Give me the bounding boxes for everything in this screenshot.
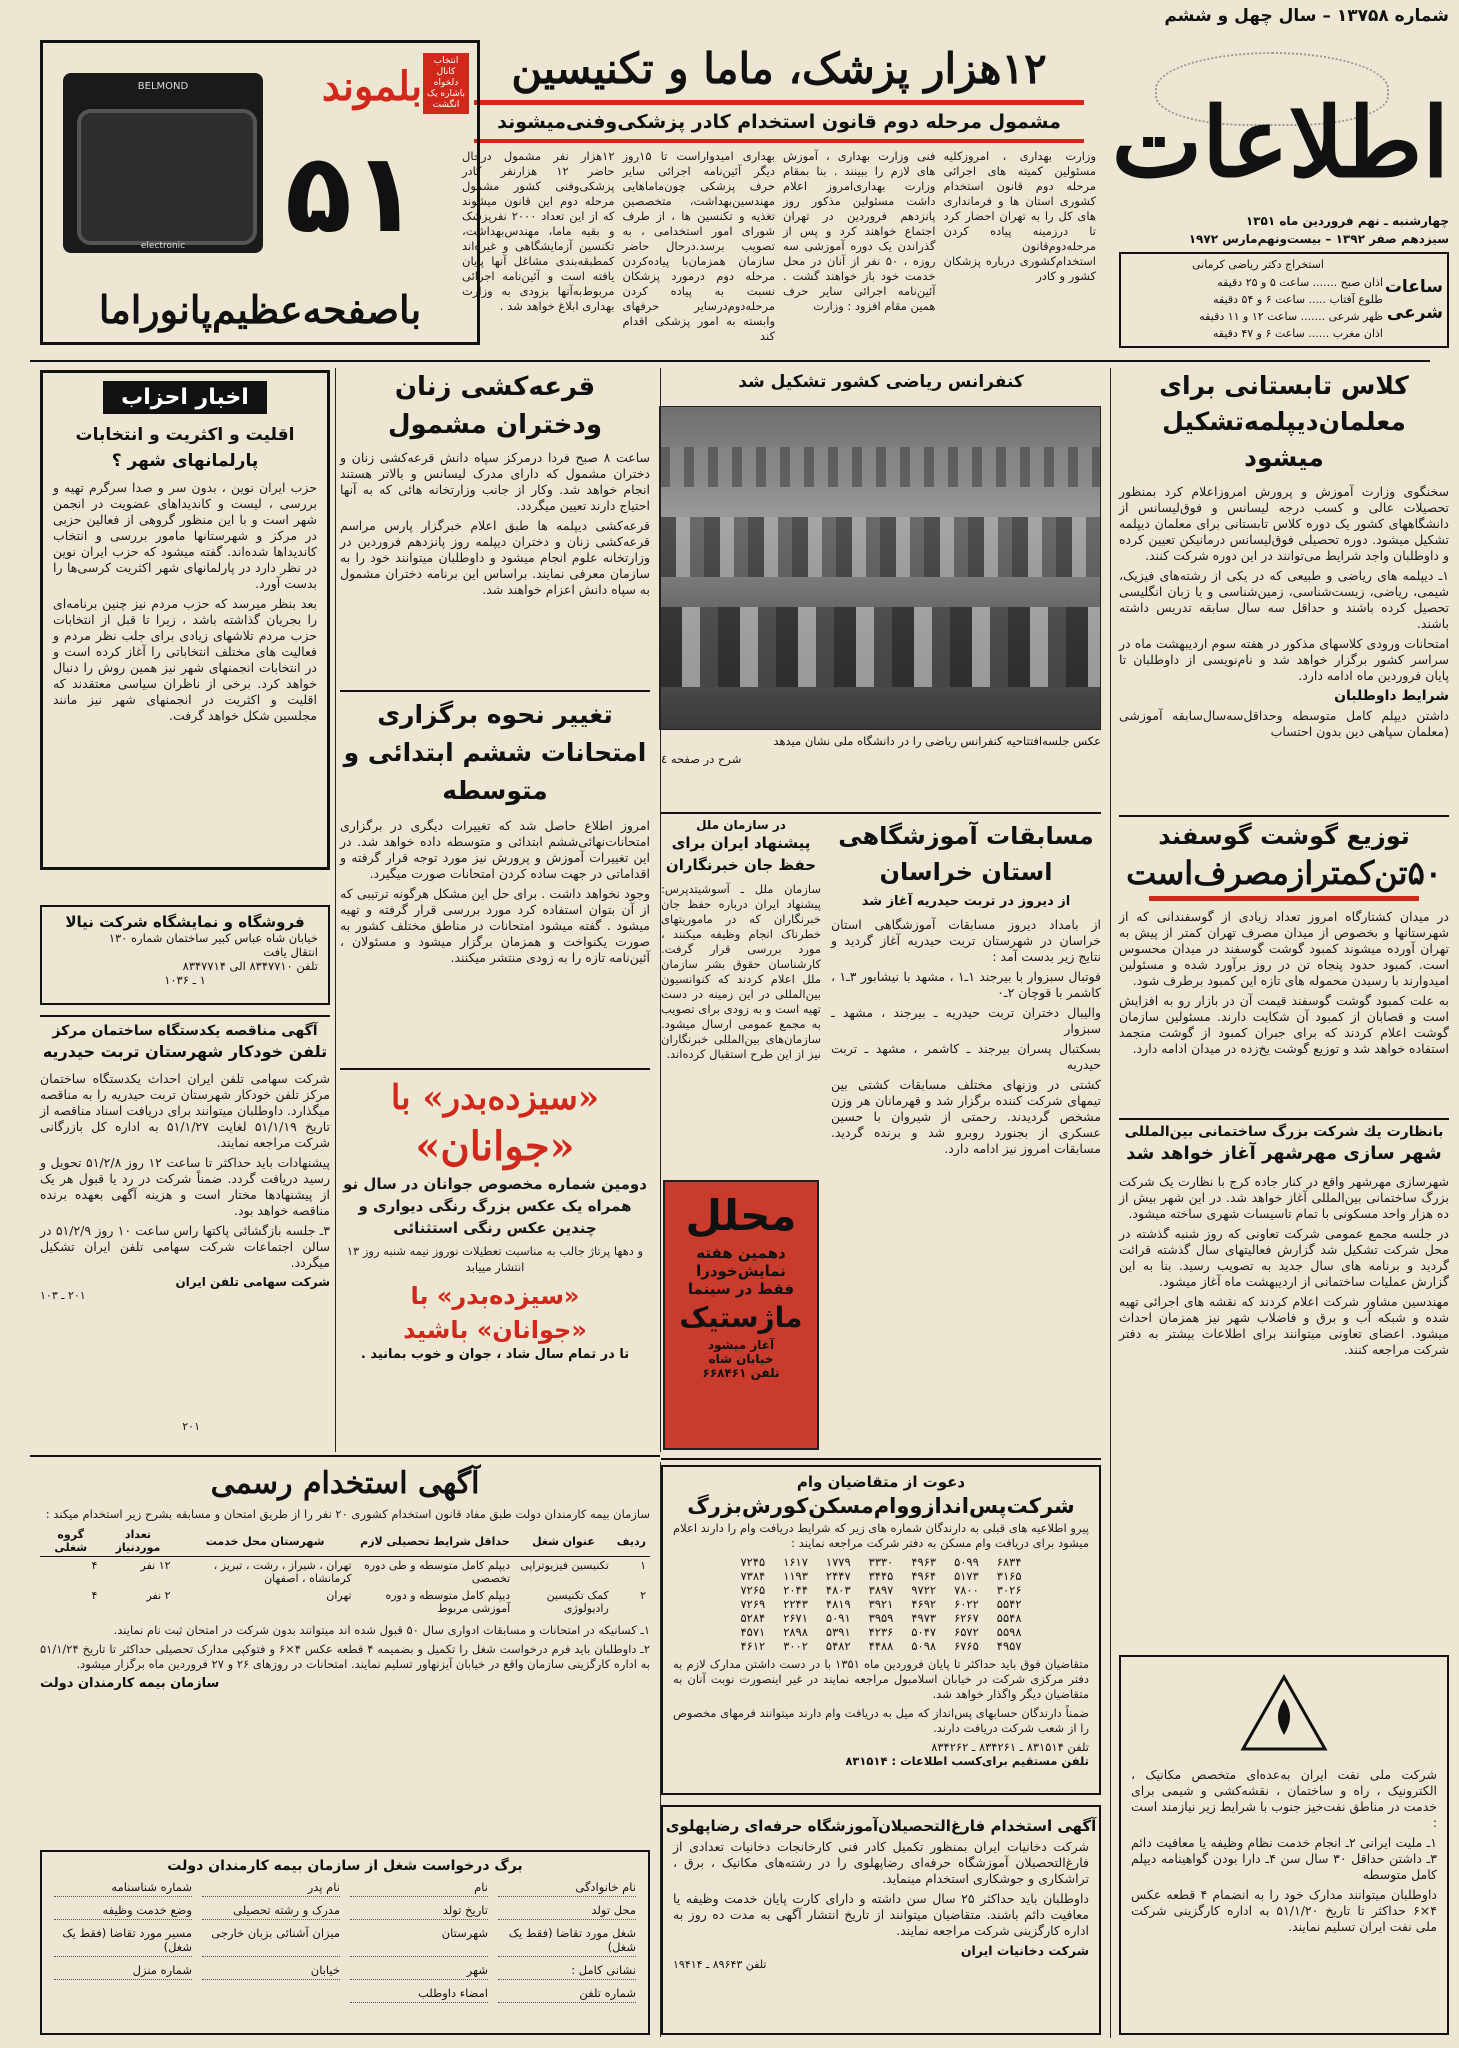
sports-subhead: از دیروز در تربت حیدریه آغاز شد — [861, 894, 1071, 909]
lead-subheadline: مشمول مرحله دوم قانون استخدام کادر پزشکی‌وفنی‌میشوند — [497, 111, 1061, 133]
form-field-label: شماره منزل — [54, 1963, 192, 1980]
loan-number-cell: ۷۳۸۴ — [740, 1569, 766, 1583]
loan-number-cell: ۴۹۶۳ — [911, 1555, 937, 1569]
form-field-label: شغل مورد تقاضا (فقط یک شغل) — [498, 1926, 636, 1957]
form-field-label: میزان آشنائی بزبان خارجی — [202, 1926, 340, 1957]
employment-table-cell: ۱ — [640, 1559, 646, 1572]
column-divider-1 — [1110, 368, 1111, 2038]
employment-table-cell: تهران — [326, 1589, 352, 1602]
cinema-phone: تلفن ۶۶۸۴۶۱ — [702, 1366, 780, 1380]
teachers-para-2: ۱ـ دیپلمه های ریاضی و طبیعی که در یکی از رشته‌های فیزیک، شیمی، ریاضی، زیست‌شناسی، زمین‌شناسی و یا زبان انگلیسی تحصیل کرده باشند و حداقل سه سال سابقه تدریس داشته باشند. — [1119, 568, 1449, 631]
nyala-line-2: انتقال یافت — [263, 945, 318, 959]
loan-number-cell: ۶۷۶۵ — [954, 1639, 979, 1653]
youth-note: و دهها پرتاژ جالب به مناسبت تعطیلات نوروز نیمه شنبه روز ۱۳ انتشار مییابد — [346, 1244, 644, 1274]
party-news-para-1: حزب ایران نوین ، بدون سر و صدا سرگرم تهیه و بررسی ، لیست و کاندیداهای عضویت در انجمن شهر است و با این منظور گروهی از فعالین حزبی در مرکز و شهرستانها مامور بررسی و انتخاب کاندیداها شده‌اند. گفته میشود که حزب ایران نوین در نظر دارد در پارلمانهای شهر اکثریت کرسی‌ها را بدست آورد. — [53, 480, 317, 591]
party-news-para-2: بعد بنظر میرسد که حزب مردم نیز چنین برنامه‌ای را بجریان گذاشته باشد ، زیرا تا قبل از انتخابات حزب مردم تلاشهای زیادی برای جلب نظر مردم و فعالیت های مختلف انتخاباتی را آغاز کرده است و در انتخابات انجمنهای شهر نیز همین روش را دنبال خواهد کرد. برخی از ناظران سیاسی معتقدند که اقلیت و اکثریت در انجمنهای شهر نیز مانند مجلسین شکل خواهد گرفت. — [53, 596, 317, 723]
lottery-para-2: قرعه‌کشی دیپلمه ها طبق اعلام خبرگزار پارس مراسم قرعه‌کشی زنان و دختران دیپلمه روز پانزدهم فروردین در وزارتخانه علوم انجام میشود و داوطلبان میتوانند خود را به سازمان معرفی نمایند. براساس این برنامه دختران مشمول به سپاه دانش اعزام خواهند شد. — [340, 518, 650, 597]
tv-caption: باصفحه‌عظیم‌پانوراما — [98, 287, 422, 332]
meat-para-1: در میدان کشتارگاه امروز تعداد زیادی از گوسفندانی که از شهرستانها و بخصوص از میدان مصرف تهران کمتر از پیش به تهران آورده میشوند کمبود گوشت گوسفند در میدان محسوس است. کمبود حدود پنجاه تن در روز برآورد شده و مسئولین امیدوارند با رسیدن محموله های تازه این کمبود برطرف شود. — [1119, 909, 1449, 988]
vocational-para-2: داوطلبان باید حداکثر ۲۵ سال سن داشته و دارای کارت پایان خدمت وظیفه یا معافیت دائم باشند. متقاضیان میتوانند از تاریخ انتشار آگهی به مدت ده روز به اداره کارگزینی شرکت مراجعه نمایند. — [673, 1891, 1089, 1938]
un-kicker: در سازمان ملل — [696, 818, 786, 832]
vocational-sign: شرکت دخانیات ایران — [960, 1943, 1089, 1958]
loan-number-cell: ۴۸۱۹ — [825, 1597, 851, 1611]
loan-number-cell: ۴۹۵۷ — [996, 1639, 1022, 1653]
form-field-label: نشانی کامل : — [498, 1963, 636, 1980]
loan-number-cell: ۴۸۰۳ — [825, 1583, 851, 1597]
youth-footer: تا در تمام سال شاد ، جوان و خوب بمانید . — [360, 1347, 630, 1362]
form-field-label: تاریخ تولد — [350, 1903, 488, 1920]
tender-ad — [40, 1015, 330, 1445]
loan-number-row — [731, 1555, 1030, 1569]
loan-number-cell: ۵۳۹۱ — [825, 1625, 851, 1639]
loan-headline: شرکت‌پس‌اندازووام‌مسکن‌کورش‌بزرگ — [687, 1494, 1075, 1518]
loan-number-cell: ۶۰۲۲ — [954, 1597, 979, 1611]
loan-number-row — [731, 1583, 1030, 1597]
employment-para-2: ۲ـ داوطلبان باید فرم درخواست شغل را تکمیل و بضمیمه ۴ قطعه عکس ۴×۶ و فتوکپی مدارک تحصیلی حداکثر تا تاریخ ۵۱/۱/۲۴ به اداره کارگزینی سازمان واقع در خیابان آیزنهاور تسلیم نمایند. امتحانات در روزهای ۲۶ و ۲۷ فروردین ماه برگزار میشود. — [40, 1642, 650, 1671]
nyala-line-1: خیابان شاه عباس کبیر ساختمان شماره ۱۳۰ — [108, 931, 318, 945]
oil-company-ad — [1119, 1655, 1449, 2035]
loan-number-cell: ۴۶۹۲ — [911, 1597, 937, 1611]
newspaper-logo — [1111, 48, 1449, 208]
employment-table-header: شهرستان محل خدمت — [175, 1526, 356, 1557]
youth-title-2: «جوانان» — [415, 1123, 575, 1170]
employment-table-cell: دیپلم کامل متوسطه و دوره آموزشی مربوط — [385, 1589, 511, 1615]
loan-number-cell: ۵۵۴۸ — [996, 1611, 1022, 1625]
exams-story — [340, 696, 650, 1066]
rule-center-1 — [661, 812, 1101, 814]
party-news-header: اخبار احزاب — [103, 381, 267, 414]
page-code: ۲۰۱ — [182, 1420, 200, 1433]
loan-number-cell: ۳۳۳۰ — [868, 1555, 894, 1569]
employment-table-cell: ۲ نفر — [146, 1589, 171, 1602]
employment-headline: آگهی استخدام رسمی — [210, 1466, 480, 1501]
prayer-time-fajr: اذان صبح ....... ساعت ۵ و ۲۵ دقیقه — [1217, 276, 1383, 289]
loan-number-cell: ۷۸۰۰ — [954, 1583, 979, 1597]
loan-number-row — [731, 1611, 1030, 1625]
loan-number-cell: ۳۹۵۹ — [868, 1611, 894, 1625]
loan-number-cell: ۵۴۸۲ — [825, 1639, 851, 1653]
employment-table-cell: ۲ — [640, 1589, 646, 1602]
youth-title-1: «سیزده‌بدر» با — [390, 1078, 600, 1118]
building-story — [1119, 1124, 1449, 1644]
loan-number-row — [731, 1625, 1030, 1639]
loan-para-1: متقاضیان فوق باید حداکثر تا پایان فروردین ماه ۱۳۵۱ با در دست داشتن مدارک لازم به دفتر مرکزی شرکت در خیابان اسلامبول مراجعه نمایند در غیر اینصورت نوبت آنان به متقاضیان دیگر واگذار خواهد شد. — [673, 1657, 1089, 1701]
oil-ad-para-1: شرکت ملی نفت ایران به‌عده‌ای متخصص مکانیک ، الکترونیک ، راه و ساختمان ، نقشه‌کشی و شیمی برای خدمت در مناطق نفت‌خیز جنوب با شرایط زیر نیازمند است : — [1131, 1767, 1437, 1830]
oil-ad-para-2: ۱ـ ملیت ایرانی ۲ـ انجام خدمت نظام وظیفه یا معافیت دائم ۳ـ داشتن حداقل ۳۰ سال سن ۴ـ دارا بودن گواهینامه دیپلم کامل متوسطه — [1131, 1835, 1437, 1882]
loan-number-row — [731, 1597, 1030, 1611]
vocational-ad — [661, 1805, 1101, 2035]
vocational-headline: آگهی استخدام فارغ‌التحصیلان‌آموزشگاه حرفه‌ای رضاپهلوی — [665, 1817, 1097, 1835]
form-title: برگ درخواست شغل از سازمان بیمه کارمندان دولت — [167, 1858, 523, 1874]
employment-table-header: تعداد موردنیاز — [101, 1526, 174, 1557]
loan-number-cell: ۵۱۷۳ — [954, 1569, 979, 1583]
vocational-para-1: شرکت دخانیات ایران بمنظور تکمیل کادر فنی کارخانجات دخانیات تعدادی از فارغ‌التحصیلان آموزشگاه حرفه‌ای رضاپهلوی را در رشته‌های مکانیک ، برق ، تراشکاری و جوشکاری استخدام مینماید. — [673, 1839, 1089, 1886]
meat-headline-1: توزیع گوشت گوسفند — [1158, 822, 1410, 850]
tv-badge: انتخاب کانال دلخواه باشاره یک انگشت — [423, 53, 469, 114]
nyala-line-4: ۱ ـ ۱۰۳۶ — [164, 973, 206, 987]
tv-footer: electronic — [140, 241, 186, 251]
form-field-label: نام — [350, 1880, 488, 1897]
loan-number-cell: ۷۲۶۹ — [740, 1597, 766, 1611]
loan-number-cell: ۵۰۹۱ — [825, 1611, 851, 1625]
tv-advertisement — [40, 40, 480, 345]
employment-table-row — [40, 1557, 650, 1588]
employment-table-header: ردیف — [613, 1526, 650, 1557]
form-grid — [42, 1880, 648, 2003]
nyala-store-ad — [40, 905, 330, 1005]
sports-para-5: کشتی در وزنهای مختلف مسابقات کشتی بین تیمهای شرکت کننده برگزار شد و قهرمانان هر وزن مشخص گردیدند. رحمتی از شیروان با حسین عسکری از بجنورد روبرو شد و برنده گردید. مسابقات امروز نیز ادامه دارد. — [831, 1077, 1101, 1156]
cinema-film-title: محلل — [685, 1191, 797, 1240]
sports-para-2: فوتبال سبزوار با بیرجند ۱ـ۱ ، مشهد با نیشابور ۳ـ۱ ، کاشمر با قوچان ۲ـ۰ — [831, 969, 1101, 1000]
loan-ref: تلفن مستقیم برای‌کسب اطلاعات : ۸۳۱۵۱۴ — [845, 1754, 1089, 1768]
loan-ad — [661, 1465, 1101, 1795]
loan-number-cell: ۲۸۹۸ — [783, 1625, 808, 1639]
teachers-para-4: داشتن دیپلم کامل متوسطه وحداقل‌سه‌سال‌سابقه آموزشی (معلمان سپاهی دین بدون احتساب — [1119, 708, 1449, 739]
un-para: سازمان ملل ـ آسوشیتدپرس: پیشنهاد ایران درباره حفظ جان خبرنگاران که در ماموریتهای خطرناک انجام وظیفه میکنند ، مورد بررسی قرار گرفت. کارشناسان حقوق بشر سازمان ملل اعلام کردند که کنوانسیون بین‌المللی در این زمینه در دست تهیه است و به زودی برای تصویب به مجمع عمومی ارسال میشود. سازمان‌های بین‌المللی خبرنگاران نیز از این طرح استقبال کرده‌اند. — [661, 882, 821, 1061]
youth-body: دومین شماره مخصوص جوانان در سال نو همراه یک عکس بزرگ رنگی دیواری و چندین عکس رنگی استثنائی — [343, 1175, 647, 1237]
building-headline: شهر سازی مهرشهر آغاز خواهد شد — [1126, 1143, 1442, 1164]
employment-table-header: حداقل شرایط تحصیلی لازم — [356, 1526, 515, 1557]
prayer-times-title: استخراج دکتر ریاضی کرمانی — [1192, 258, 1324, 271]
loan-number-cell: ۴۲۳۶ — [868, 1625, 894, 1639]
loan-intro: پیرو اطلاعیه های قبلی به دارندگان شماره های زیر که شرایط دریافت وام را دارند اعلام میشود برای دریافت وام مسکن به دفتر شرکت مراجعه نمایند : — [673, 1521, 1089, 1550]
lottery-story — [340, 368, 650, 688]
loan-number-cell: ۵۰۹۹ — [954, 1555, 979, 1569]
column-divider-2 — [660, 368, 661, 1452]
rule-right-1 — [1119, 815, 1449, 817]
conference-photo — [659, 406, 1101, 730]
lead-red-bar — [474, 100, 1084, 105]
loan-number-cell: ۱۷۷۹ — [825, 1555, 851, 1569]
prayer-time-maghrib: اذان مغرب ...... ساعت ۶ و ۴۷ دقیقه — [1212, 327, 1383, 340]
employment-table — [40, 1526, 650, 1617]
tender-sign: شرکت سهامی تلفن ایران — [175, 1275, 330, 1289]
conference-caption: عکس جلسه‌افتتاحیه کنفرانس ریاضی را در دانشگاه ملی نشان میدهد — [773, 734, 1101, 748]
loan-number-cell: ۴۶۱۲ — [740, 1639, 766, 1653]
employment-table-cell: ۴ — [91, 1559, 98, 1572]
cinema-week: دهمین هفته — [696, 1244, 786, 1262]
loan-number-cell: ۵۰۴۷ — [911, 1625, 937, 1639]
loan-number-cell: ۲۲۴۳ — [783, 1597, 808, 1611]
issue-line: شماره ۱۳۷۵۸ – سال چهل و ششم — [1164, 6, 1449, 26]
tender-code: ۲۰۱ ـ ۱۰۳ — [40, 1289, 86, 1302]
exams-headline: تغییر نحوه برگزاری امتحانات ششم ابتدائی و متوسطه — [343, 700, 647, 805]
meat-para-2: به علت کمبود گوشت گوسفند قیمت آن در بازار رو به افزایش است و قصابان از کمبود آن شکایت دارند. مسئولین سازمان گوشت اعلام کردند که برای جبران کمبود از گوشت منجمد استفاده خواهد شد و توزیع گوشت یخ‌زده در میدان ادامه دارد. — [1119, 993, 1449, 1056]
tender-para-2: پیشنهادات باید حداکثر تا ساعت ۱۲ روز ۵۱/۲/۸ تحویل و رسید دریافت گردد. ضمناً شرکت در رد یا قبول هر یک از پیشنهادها مختار است و هزینه آگهی بعهده برنده مناقصه خواهد بود. — [40, 1155, 330, 1218]
sports-para-3: والیبال دختران تربت حیدریه ـ بیرجند ، مشهد ـ سبزوار — [831, 1005, 1101, 1036]
exams-para-2: وجود نخواهد داشت . برای حل این مشکل هرگونه ترتیبی که از آن بتوان استفاده کرد مورد بررسی قرار گرفته و تهیه میشود . گفته میشود امتحانات در مناطق مختلف کشور به صورت یکنواخت و همزمان برگزار میشود و مسئولان ، آئین‌نامه تازه را به زودی منتشر میکنند. — [340, 886, 650, 965]
form-field-label: مدرک و رشته تحصیلی — [202, 1903, 340, 1920]
loan-number-cell: ۴۵۷۱ — [740, 1625, 766, 1639]
form-field-label: وضع خدمت وظیفه — [54, 1903, 192, 1920]
tv-set-image — [63, 73, 263, 253]
lead-column-4: ۱۲هزار نفر مشمول درحال حاضر ۱۲ هزارنفر کادر پزشکی‌وفنی کشور مشمول مرحله دوم این قانون میشوند که از این تعداد ۲۰۰۰ نفرپزشک و بقیه ماما، مهندس‌بهداشت، تکنسین آزمایشگاهی و غیره‌اند کمطبقه‌بندی مشاغل آنها پایان یافته است و آئین‌نامه اجرائی مربوط‌به‌آنها بزودی به وزارت بهداری ابلاغ خواهد شد . — [462, 149, 615, 313]
form-field-label: نام خانوادگی — [498, 1880, 636, 1897]
loan-number-cell: ۵۲۸۴ — [740, 1611, 766, 1625]
oil-logo — [1239, 1673, 1329, 1753]
loan-number-cell: ۷۲۴۵ — [740, 1555, 766, 1569]
employment-table-header: گروه شغلی — [40, 1526, 101, 1557]
rule-lower — [30, 1455, 660, 1457]
cinema-ad — [663, 1180, 819, 1450]
loan-para-2: ضمناً دارندگان حسابهای پس‌انداز که میل به دریافت وام دارند میتوانند فرمهای مخصوص را از شعب شرکت دریافت دارند. — [673, 1706, 1089, 1735]
exams-para-1: امروز اطلاع حاصل شد که تغییرات دیگری در برگزاری امتحانات‌نهائی‌ششم ابتدائی و متوسطه داده خواهد شد. در این تغییرات آموزش و پرورش نیز مورد توجه قرار گرفته و اقداماتی در جهت ساده کردن امتحانات صورت میگیرد. — [340, 818, 650, 881]
cinema-name: ماژستیک — [679, 1301, 803, 1334]
form-field-label: نام پدر — [202, 1880, 340, 1897]
employment-intro: سازمان بیمه کارمندان دولت طبق مفاد قانون استخدام کشوری ۲۰ نفر را از طریق امتحان و مسابقه بشرح زیر استخدام میکند : — [45, 1507, 650, 1521]
cinema-line-2: فقط در سینما — [687, 1280, 795, 1298]
tender-para-3: ۳ـ جلسه بازگشائی پاکتها راس ساعت ۱۰ روز ۵۱/۲/۹ در سالن اجتماعات شرکت سهامی تلفن ایران تشکیل میگردد. — [40, 1223, 330, 1270]
loan-number-cell: ۷۲۶۵ — [740, 1583, 766, 1597]
lead-story — [454, 40, 1104, 355]
job-application-form — [40, 1850, 650, 2035]
loan-number-cell: ۴۹۶۴ — [911, 1569, 937, 1583]
logo-text: اطلاعات — [1111, 86, 1449, 199]
conference-caption-ref: شرح در صفحه ٤ — [661, 752, 742, 766]
form-field-label: محل تولد — [498, 1903, 636, 1920]
loan-number-cell: ۵۵۹۸ — [996, 1625, 1022, 1639]
loan-number-cell: ۳۰۲۶ — [996, 1583, 1022, 1597]
meat-red-bar — [1149, 896, 1419, 901]
loan-number-cell: ۶۵۷۲ — [954, 1625, 979, 1639]
tender-headline: تلفن خودکار شهرستان تربت حیدریه — [42, 1042, 328, 1061]
employment-table-cell: ۱۲ نفر — [140, 1559, 171, 1572]
loan-number-row — [731, 1569, 1030, 1583]
employment-table-row — [40, 1587, 650, 1617]
lead-headline: ۱۲هزار پزشک، ماما و تکنیسین — [511, 44, 1047, 93]
form-field-label: شهر — [350, 1963, 488, 1980]
loan-number-cell: ۵۰۹۸ — [911, 1639, 937, 1653]
loan-number-cell: ۱۱۹۳ — [783, 1569, 808, 1583]
employment-para-1: ۱ـ کسانیکه در امتحانات و مسابقات ادواری سال ۵۰ قبول شده اند میتوانند بدون شرکت در امتحان ثبت نام نمایند. — [113, 1623, 650, 1637]
loan-number-cell: ۳۴۴۵ — [868, 1569, 894, 1583]
employment-table-header: عنوان شغل — [514, 1526, 613, 1557]
loan-number-row — [731, 1639, 1030, 1653]
employment-table-cell: دیپلم کامل متوسطه و طی دوره تخصصی — [364, 1559, 511, 1585]
loan-number-cell: ۵۵۴۲ — [996, 1597, 1022, 1611]
loan-number-cell: ۴۴۸۸ — [868, 1639, 894, 1653]
nyala-line-3: تلفن ۸۳۴۷۷۱۰ الی ۸۳۴۷۷۱۴ — [182, 959, 318, 973]
oil-ad-para-3: داوطلبان میتوانند مدارک خود را به انضمام ۴ قطعه عکس ۴×۶ حداکثر تا تاریخ ۵۱/۱/۲۰ به اداره کارگزینی شرکت ملی نفت ایران تسلیم نمایند. — [1131, 1887, 1437, 1934]
loan-number-cell: ۳۸۹۷ — [868, 1583, 894, 1597]
lead-column-2: فنی وزارت بهداری ، آموزش های لازم را ببینند . بنا بمقام وزارت بهداری‌امروز اعلام داشت مسئولین مذکور روز پانزدهم فروردین در تهران اجتماع خواهند کرد و پس از گذراندن یک دوره آموزشی سه روزه ، ۵۰ نفر از آنان در محل خدمت خود باز خواهند گشت . آئین‌نامه اجرائی سایر حرف همین مقام افزود : وزارت — [783, 149, 936, 313]
column-divider-4 — [660, 1462, 661, 2037]
loan-number-cell: ۳۹۲۱ — [868, 1597, 894, 1611]
sports-para-1: از بامداد دیروز مسابقات آموزشگاهی استان خراسان در شهرستان تربت حیدریه آغاز گردید و نتایج زیر بدست آمد : — [831, 917, 1101, 964]
loan-number-cell: ۲۰۴۴ — [783, 1583, 808, 1597]
teachers-story — [1119, 368, 1449, 808]
employment-table-cell: ۴ — [91, 1589, 98, 1602]
loan-phone: تلفن ۸۳۱۵۱۴ ـ ۸۳۴۲۶۱ ـ ۸۳۴۲۶۲ — [931, 1740, 1089, 1754]
teachers-headline: کلاس تابستانی برای معلمان‌دیپلمه‌تشکیل میشود — [1159, 371, 1409, 472]
loan-number-cell: ۲۶۷۱ — [783, 1611, 808, 1625]
loan-number-cell: ۶۸۳۴ — [996, 1555, 1022, 1569]
rule-left-2 — [340, 1068, 650, 1070]
tv-screen — [77, 109, 257, 245]
form-field-label: امضاء داوطلب — [350, 1986, 488, 2003]
tender-para-1: شرکت سهامی تلفن ایران احداث یکدستگاه ساختمان مرکز تلفن خودکار شهرستان تربت حیدریه را به مناقصه میگذارد. داوطلبان میتوانند برای دریافت اسناد مناقصه از تاریخ ۵۱/۱/۱۹ لغایت ۵۱/۱/۲۷ به اداره کل بازرگانی شرکت مراجعه نمایند. — [40, 1071, 330, 1150]
date-persian: چهارشنبه ـ نهم فروردین ماه ۱۳۵۱ — [1245, 214, 1449, 228]
sports-headline: مسابقات آموزشگاهی استان خراسان — [838, 822, 1094, 886]
lead-red-bar-2 — [474, 139, 1084, 143]
rule-left-1 — [340, 690, 650, 692]
building-para-1: شهرسازی مهرشهر واقع در کنار جاده کرج با نظارت یک شرکت بزرگ ساختمانی بین‌المللی آغاز خواهد شد. در این شهر بیش از ده هزار واحد مسکونی با تمام تاسیسات شهری ساخته میشود. — [1119, 1174, 1449, 1221]
loan-number-table — [731, 1555, 1030, 1653]
loan-number-cell: ۴۹۷۳ — [911, 1611, 937, 1625]
tv-brand: بلموند — [321, 63, 423, 110]
sports-story — [831, 818, 1101, 1468]
party-news-headline: اقلیت و اکثریت و انتخابات پارلمانهای شهر ؟ — [75, 425, 295, 471]
loan-number-cell: ۹۷۲۲ — [911, 1583, 937, 1597]
cinema-start: آغاز میشود — [707, 1338, 775, 1352]
date-other: سیزدهم صفر ۱۳۹۲ – بیست‌ونهم‌مارس ۱۹۷۲ — [1188, 232, 1449, 246]
rule-center-2 — [661, 1458, 1101, 1460]
loan-number-cell: ۳۱۶۵ — [996, 1569, 1022, 1583]
rule-right-2 — [1119, 1118, 1449, 1120]
cinema-line-1: نمایش‌خودرا — [696, 1262, 786, 1280]
lead-column-1: وزارت بهداری ، امروزکلیه مسئولین کمیته های اجرائی مرحله دوم قانون استخدام کشوری استان ها و فرمانداری های کل را به تهران احضار کرد تا درزمینه پیاده کردن مرحله‌دوم‌قانون استخدام‌کشوری درباره پزشکان کشور و کادر — [943, 149, 1096, 283]
loan-number-cell: ۶۲۶۷ — [954, 1611, 979, 1625]
un-headline: پیشنهاد ایران برای حفظ جان خبرنگاران — [665, 834, 817, 874]
teachers-para-3: امتحانات ورودی کلاسهای مذکور در هفته سوم اردیبهشت ماه در سراسر کشور برگزار خواهد شد و نام‌نویسی از داوطلبان تا پایان فروردین ماه ادامه دارد. — [1119, 636, 1449, 683]
form-field-label: خیابان — [202, 1963, 340, 1980]
youth-slogan-2: «جوانان» باشید — [403, 1316, 587, 1344]
form-field-label: شهرستان — [350, 1926, 488, 1957]
teachers-subhead: شرایط داوطلبان — [1334, 688, 1449, 704]
tv-model-number: ۵۱ — [284, 129, 420, 257]
lottery-headline: قرعه‌کشی زنان ودختران مشمول — [387, 372, 603, 440]
building-kicker: بانظارت یك شرکت بزرگ ساختمانی بین‌المللی — [1124, 1124, 1444, 1140]
column-divider-3 — [335, 368, 336, 1452]
flame-triangle-icon — [1239, 1673, 1329, 1753]
loan-number-cell: ۳۰۰۲ — [783, 1639, 808, 1653]
conference-story — [661, 368, 1101, 768]
employment-table-cell: کمک تکنیسین رادیولوژی — [546, 1589, 609, 1615]
tv-label: BELMOND — [137, 81, 189, 92]
loan-kicker: دعوت از متقاضیان وام — [796, 1473, 966, 1491]
loan-number-cell: ۱۶۱۷ — [783, 1555, 808, 1569]
employment-table-cell: تکنیسین فیزیوتراپی — [520, 1559, 609, 1572]
employment-sign: سازمان بیمه کارمندان دولت — [40, 1676, 220, 1691]
prayer-times-label: ساعات شرعی — [1384, 277, 1443, 323]
employment-table-cell: تهران ، شیراز ، رشت ، تبریز ، کرمانشاه ، اصفهان — [213, 1559, 352, 1585]
cinema-street: خیابان شاه — [708, 1352, 774, 1366]
form-field-label: مسیر مورد تقاضا (فقط یک شغل) — [54, 1926, 192, 1957]
prayer-time-noon: ظهر شرعی ....... ساعت ۱۲ و ۱۱ دقیقه — [1199, 310, 1383, 323]
nyala-title: فروشگاه و نمایشگاه شرکت نیالا — [65, 913, 305, 931]
form-field-label: شماره شناسنامه — [54, 1880, 192, 1897]
form-field-label: شماره تلفن — [498, 1986, 636, 2003]
conference-headline: کنفرانس ریاضی کشور تشکیل شد — [738, 372, 1024, 392]
youth-magazine-ad — [340, 1075, 650, 1445]
meat-story — [1119, 820, 1449, 1110]
vocational-code: تلفن ۸۹۶۴۳ ـ ۱۹۴۱۴ — [673, 1958, 767, 1971]
lottery-para-1: ساعت ۸ صبح فردا درمرکز سپاه دانش قرعه‌کشی زنان و دختران مشمول که دارای مدرک لیسانس و بالاتر هستند انجام خواهد شد. وکار از جانب وزارتخانه هائی که به آنها احتیاج دارند تعیین میگردد. — [340, 450, 650, 513]
lead-column-3: بهداری امیدواراست تا ۱۵روز دیگر آئین‌نامه اجرائی سایر حرف پزشکی چون‌ماماهایی مهندسین‌بهداشت، متخصصین تغذیه و تکنسین ها ، از طرف شورای امور استخدامی ، به تصویب برسد.درحال حاضر سازمان همزمان‌با پیاده‌کردن مرحله دوم درمورد پزشکان نسبت به پیاده کردن مرحله‌دوم‌درسایر حرفهای وابسته به امور پزشکی اقدام کند — [622, 149, 775, 343]
masthead-bottom-rule — [30, 360, 1430, 362]
sports-para-4: بسکتبال پسران بیرجند ـ کاشمر ، مشهد ـ تربت حیدریه — [831, 1041, 1101, 1072]
un-story — [661, 818, 821, 1061]
tender-kicker: آگهی مناقصه یکدستگاه ساختمان مرکز — [52, 1023, 318, 1039]
youth-slogan-1: «سیزده‌بدر» با — [410, 1282, 580, 1310]
party-news — [40, 370, 330, 870]
employment-ad — [40, 1462, 650, 1842]
meat-headline-2: ۵۰تن‌کمتر‌ازمصرف‌است — [1126, 854, 1442, 892]
teachers-para-1: سخنگوی وزارت آموزش و پرورش امروزاعلام کرد بمنظور تحصیلات عالی و کسب درجه لیسانس و فوق‌لیسانس از دانشگاههای کشور یک دوره کلاس تابستانی برای معلمان دیپلمه تشکیل میشود. دوره تحصیلی فوق‌لیسانس درمانیکن تعیین کرده و داوطلبان واجد شرایط می‌توانند در این دوره شرکت کنند. — [1119, 484, 1449, 563]
building-para-3: مهندسین مشاور شرکت اعلام کردند که نقشه های اجرائی تهیه شده و شبکه آب و برق و فاضلاب شهر نیز همزمان احداث میشود. اعضای تعاونی میتوانند برای اطلاعات بیشتر به دفتر شرکت مراجعه کنند. — [1119, 1294, 1449, 1357]
building-para-2: در جلسه مجمع عمومی شرکت تعاونی که روز شنبه گذشته در محل شرکت تشکیل شد گزارش فعالیتهای سال گذشته قرائت گردید و برنامه های سال جدید به تصویب رسید. بنا به این گزارش عملیات ساختمانی از اردیبهشت ماه آغاز میشود. — [1119, 1226, 1449, 1289]
prayer-time-sunrise: طلوع آفتاب ..... ساعت ۶ و ۵۴ دقیقه — [1213, 293, 1383, 306]
prayer-times-box — [1119, 252, 1449, 348]
loan-number-cell: ۲۴۴۷ — [825, 1569, 851, 1583]
